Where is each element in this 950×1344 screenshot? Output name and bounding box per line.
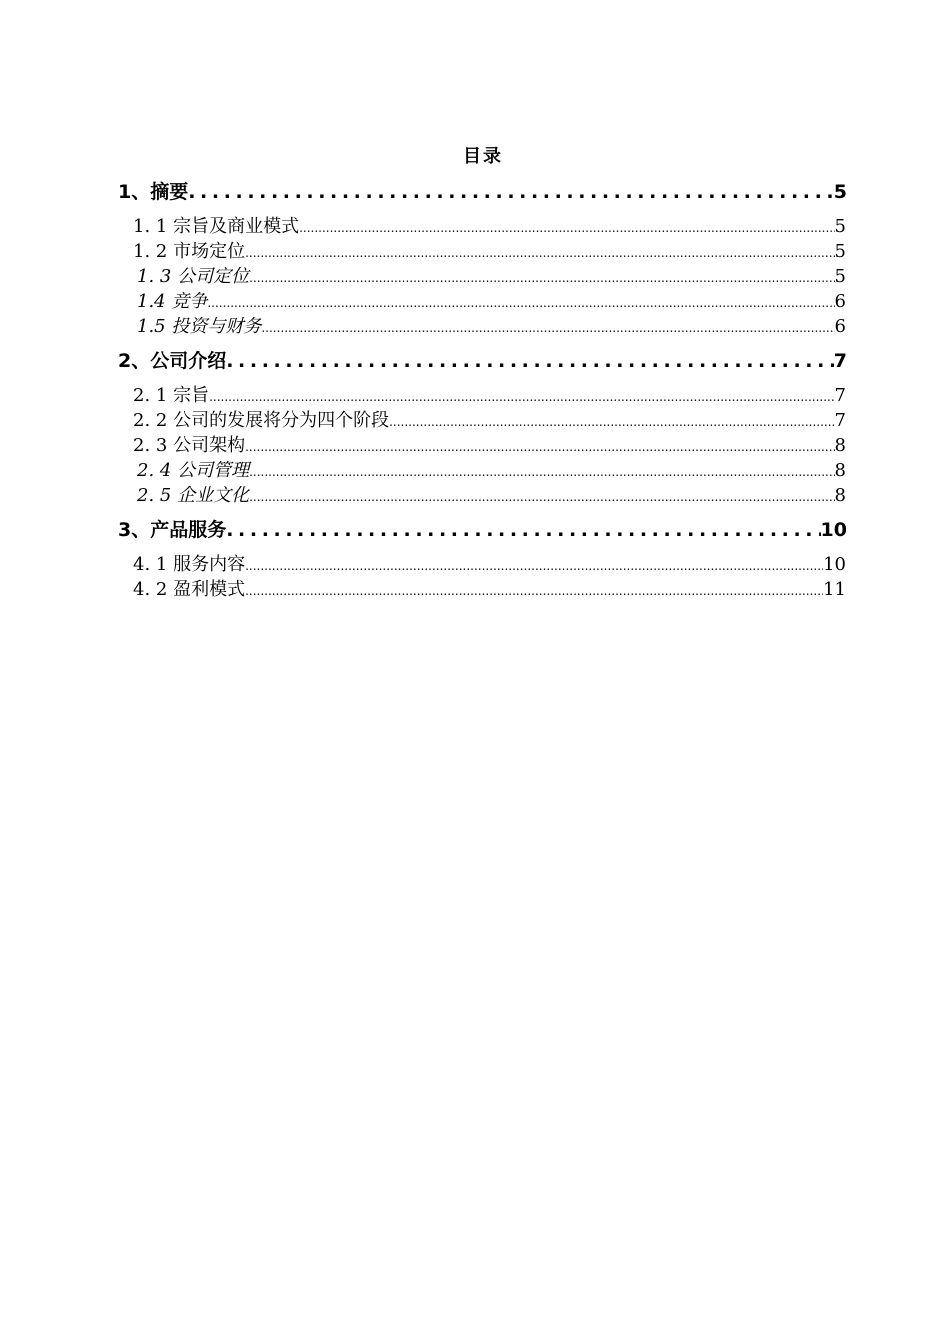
toc-entry-label: 3、产品服务 <box>118 519 227 541</box>
toc-entry-page: 5 <box>834 266 846 287</box>
toc-entry-label: 1、摘要 <box>118 181 189 203</box>
toc-entry[interactable] <box>0 237 846 263</box>
toc-leader-dots <box>188 181 834 203</box>
toc-entry-page: 5 <box>834 216 846 237</box>
toc-entry-label: 1. 3 公司定位 <box>137 266 250 287</box>
toc-entry[interactable] <box>0 212 846 238</box>
toc-entry[interactable] <box>0 456 846 482</box>
toc-entry-page: 8 <box>834 460 846 481</box>
toc-entry-label: 2. 3 公司架构 <box>133 435 246 456</box>
toc-entry-page: 10 <box>823 554 846 575</box>
toc-entry-page: 8 <box>834 485 846 506</box>
toc-entry-label: 2、公司介绍 <box>118 350 227 372</box>
toc-entry[interactable] <box>0 515 847 542</box>
toc-entry-page: 7 <box>833 350 847 372</box>
toc-entry-page: 7 <box>834 385 846 406</box>
toc-entry-page: 11 <box>823 579 846 600</box>
toc-entry[interactable] <box>0 346 847 373</box>
toc-entry[interactable] <box>0 406 846 432</box>
toc-entry[interactable] <box>0 312 846 338</box>
toc-entry-label: 4. 2 盈利模式 <box>133 579 246 600</box>
toc-entry-page: 10 <box>820 519 847 541</box>
toc-entry-label: 2. 4 公司管理 <box>137 460 250 481</box>
toc-leader-dots <box>245 559 823 573</box>
toc-entry-page: 5 <box>834 241 846 262</box>
toc-entry-label: 1.4 竞争 <box>137 291 208 312</box>
toc-entry[interactable] <box>0 481 846 507</box>
toc-entry[interactable] <box>0 381 846 407</box>
toc-entry-page: 6 <box>834 291 846 312</box>
toc-entry-page: 8 <box>834 435 846 456</box>
toc-leader-dots <box>245 440 834 454</box>
toc-entry-label: 2. 5 企业文化 <box>137 485 250 506</box>
toc-entry-label: 1. 2 市场定位 <box>133 241 246 262</box>
toc-title: 目录 <box>463 146 503 167</box>
toc-entry-page: 7 <box>834 410 846 431</box>
toc-entry-page: 6 <box>834 316 846 337</box>
toc-leader-dots <box>226 519 820 541</box>
toc-entry[interactable] <box>0 431 846 457</box>
toc-entry-label: 1.5 投资与财务 <box>137 316 262 337</box>
toc-leader-dots <box>389 415 834 429</box>
toc-leader-dots <box>249 490 834 504</box>
toc-entry-label: 2. 2 公司的发展将分为四个阶段 <box>133 410 390 431</box>
toc-entry[interactable] <box>0 262 846 288</box>
toc-leader-dots <box>209 390 834 404</box>
toc-entry-label: 1. 1 宗旨及商业模式 <box>133 216 300 237</box>
toc-leader-dots <box>207 296 834 310</box>
toc-entry-label: 4. 1 服务内容 <box>133 554 246 575</box>
toc-leader-dots <box>245 246 834 260</box>
toc-entry[interactable] <box>0 575 846 601</box>
toc-entry[interactable] <box>0 550 846 576</box>
toc-entry[interactable] <box>0 287 846 313</box>
toc-leader-dots <box>249 271 834 285</box>
toc-leader-dots <box>249 465 834 479</box>
toc-leader-dots <box>226 350 834 372</box>
toc-leader-dots <box>245 584 823 598</box>
toc-entry-page: 5 <box>833 181 847 203</box>
toc-entry[interactable] <box>0 177 847 204</box>
toc-leader-dots <box>299 221 834 235</box>
toc-entry-label: 2. 1 宗旨 <box>133 385 210 406</box>
toc-leader-dots <box>261 321 834 335</box>
